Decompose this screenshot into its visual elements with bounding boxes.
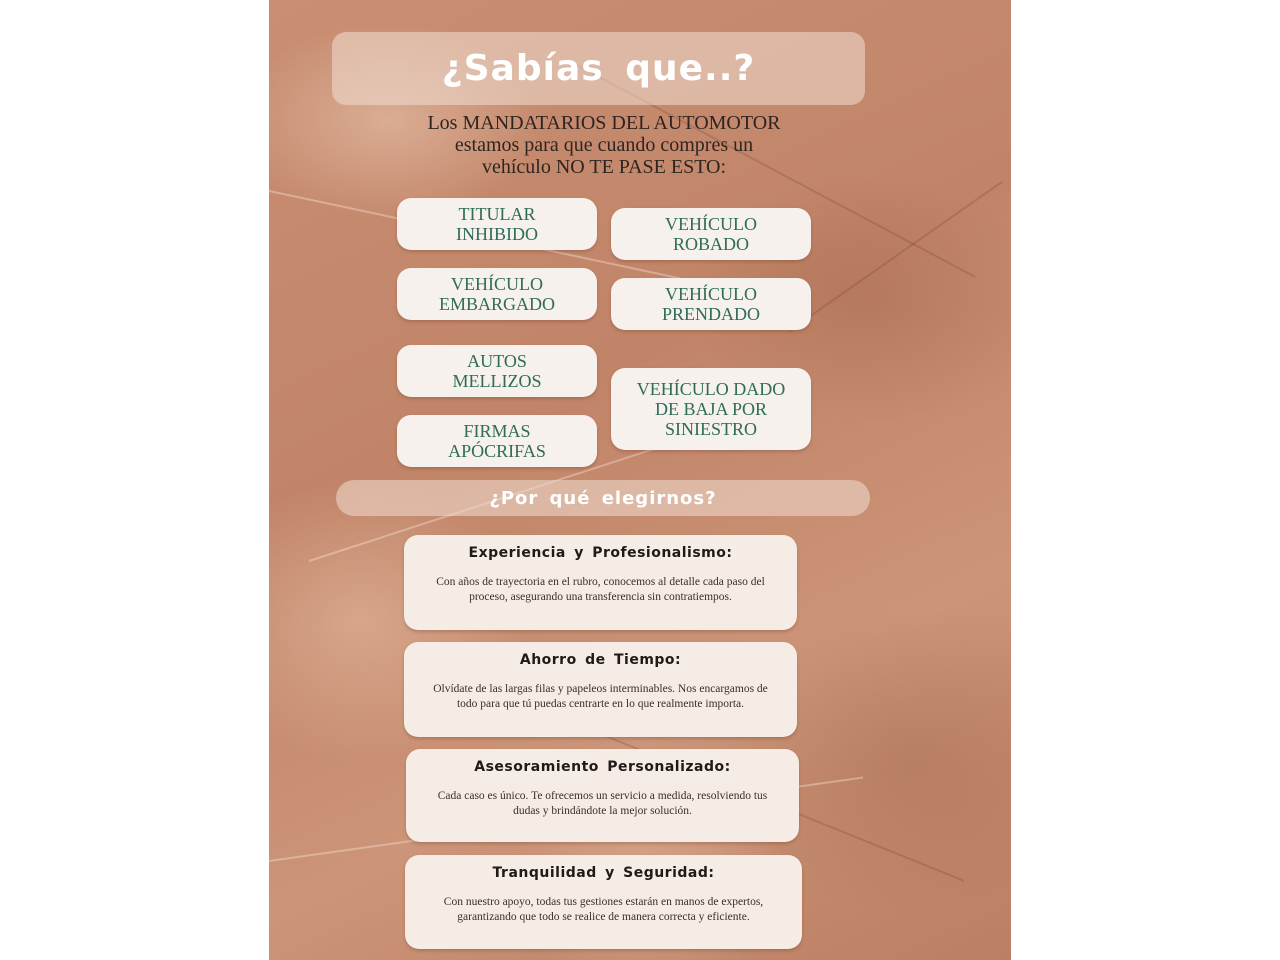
reason-card-ahorro: [404, 642, 797, 737]
reason-card-body: Con nuestro apoyo, todas tus gestiones estarán en manos de expertos, garantizando que todo se realice de manera correcta y eficiente.: [443, 896, 764, 923]
info-poster: [269, 0, 1011, 960]
issue-line: AUTOS: [467, 351, 527, 371]
issue-line: INHIBIDO: [456, 224, 538, 244]
intro-line: vehículo NO TE PASE ESTO:: [481, 156, 727, 178]
reason-card-experiencia: [404, 535, 797, 630]
issue-line: VEHÍCULO: [665, 214, 757, 234]
reason-card-tranquilidad: [405, 855, 802, 949]
issue-line: VEHÍCULO DADO: [636, 379, 786, 399]
page-title: ¿Sabías que..?: [441, 48, 756, 89]
issue-line: EMBARGADO: [438, 294, 555, 314]
reason-card-title: Tranquilidad y Seguridad:: [492, 865, 715, 881]
reason-card-title: Experiencia y Profesionalismo:: [468, 545, 733, 561]
intro-line: estamos para que cuando compres un: [454, 134, 754, 156]
reason-card-body: Con años de trayectoria en el rubro, conocemos al detalle cada paso del proceso, asegurando una transferencia sin contratiempos.: [436, 576, 765, 603]
issue-line: DE BAJA POR: [654, 399, 768, 419]
issue-tag-firmas-apocrifas: [397, 415, 597, 467]
issue-tag-vehiculo-robado: [611, 208, 811, 260]
issue-tag-titular-inhibido: [397, 198, 597, 250]
issue-line: APÓCRIFAS: [448, 441, 546, 461]
issue-line: FIRMAS: [463, 421, 531, 441]
reason-card-title: Ahorro de Tiempo:: [519, 652, 682, 668]
issue-tag-vehiculo-prendado: [611, 278, 811, 330]
issue-line: MELLIZOS: [452, 371, 542, 391]
issue-line: ROBADO: [672, 234, 749, 254]
issue-tag-vehiculo-dado-de-baja: [611, 368, 811, 450]
issue-line: PRENDADO: [661, 304, 760, 324]
paper-crease: [788, 181, 1002, 332]
intro-text: [389, 112, 819, 178]
issue-line: TITULAR: [458, 204, 536, 224]
reason-card-body: Cada caso es único. Te ofrecemos un servicio a medida, resolviendo tus dudas y brindándote la mejor solución.: [437, 790, 768, 817]
issue-line: VEHÍCULO: [451, 274, 543, 294]
title-banner: [332, 32, 865, 105]
issue-tag-vehiculo-embargado: [397, 268, 597, 320]
reason-card-title: Asesoramiento Personalizado:: [474, 759, 731, 775]
issue-line: VEHÍCULO: [665, 284, 757, 304]
reason-card-asesoramiento: [406, 749, 799, 842]
reason-card-body: Olvídate de las largas filas y papeleos interminables. Nos encargamos de todo para que tú puedas centrarte en lo que realmente importa.: [433, 683, 768, 710]
issue-line: SINIESTRO: [664, 419, 757, 439]
why-banner: [336, 480, 870, 516]
issue-tag-autos-mellizos: [397, 345, 597, 397]
why-heading: ¿Por qué elegirnos?: [489, 487, 717, 509]
intro-line: Los MANDATARIOS DEL AUTOMOTOR: [427, 112, 781, 134]
